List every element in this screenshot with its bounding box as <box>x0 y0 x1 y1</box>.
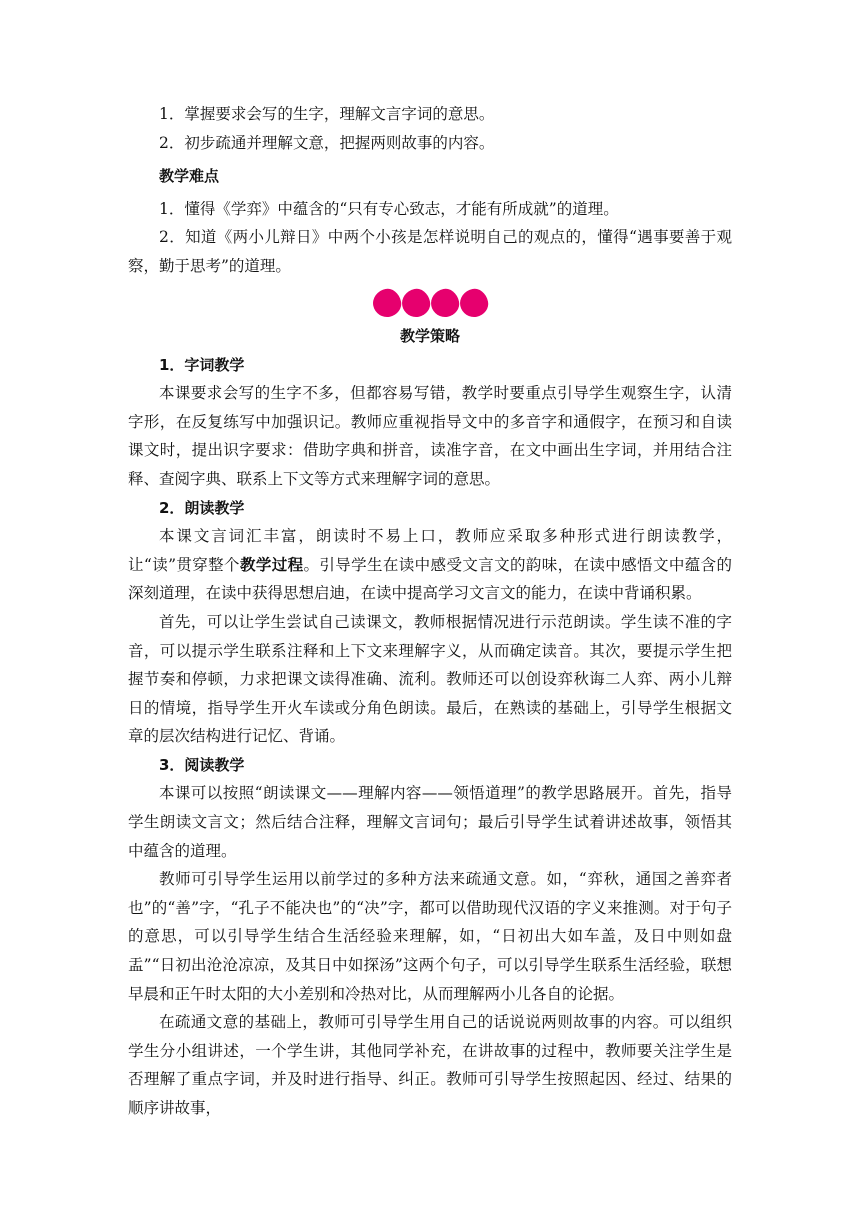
section-title-reading-comprehension: 3．阅读教学 <box>159 755 245 774</box>
difficulty-item-2: 2．知道《两小儿辩日》中两个小孩是怎样说明自己的观点的，懂得“遇事要善于观察，勤于思考”的道理。 <box>128 228 732 275</box>
vocabulary-paragraph: 本课要求会写的生字不多，但都容易写错，教学时要重点引导学生观察生字，认清字形，在反复练写中加强识记。教师应重视指导文中的多音字和通假字，在预习和自读课文时，提出识字要求：借助字典和拼音，读准字音，在文中画出生字词，并用结合注释、查阅字典、联系上下文等方式来理解字词的意思。 <box>128 384 732 488</box>
reading-aloud-text-after: 。引导学生在读中感受文言文的韵味，在读中感悟文中蕴含的深刻道理，在读中获得思想启迪，在读中提高学习文言文的能力，在读中背诵积累。 <box>128 555 732 603</box>
flower-ornament-icon <box>128 289 732 319</box>
teaching-process-bold: 教学过程 <box>239 555 304 574</box>
strategy-heading: 教学策略 <box>399 326 460 345</box>
petal-icon <box>370 286 403 319</box>
reading-aloud-text-before: 本课文言词汇丰富，朗读时不易上口，教师应采取多种形式进行朗读教学，让“读”贯穿整个 <box>128 527 732 574</box>
comprehension-paragraph-3: 在疏通文意的基础上，教师可引导学生用自己的话说说两则故事的内容。可以组织学生分小组讲述，一个学生讲，其他同学补充，在讲故事的过程中，教师要关注学生是否理解了重点字词，并及时进行指导、纠正。教师可引导学生按照起因、经过、结果的顺序讲故事， <box>128 1013 732 1117</box>
petal-icon <box>399 286 432 319</box>
petal-icon <box>428 286 461 319</box>
difficulty-heading: 教学难点 <box>159 167 220 186</box>
comprehension-paragraph-2: 教师可引导学生运用以前学过的多种方法来疏通文意。如，“弈秋，通国之善弈者也”的“善”字，“孔子不能决也”的“决”字，都可以借助现代汉语的字义来推测。对于句子的意思，可以引导学生结合生活经验来理解，如，“日初出大如车盖，及日中则如盘盂”“日初出沧沧凉凉，及其日中如探汤”这两个句子，可以引导学生联系生活经验，联想早晨和正午时太阳的大小差别和冷热对比，从而理解两小儿各自的论据。 <box>128 870 732 1003</box>
section-title-reading-aloud: 2．朗读教学 <box>159 498 245 517</box>
document-page <box>128 100 732 1123</box>
reading-aloud-paragraph-2: 首先，可以让学生尝试自己读课文，教师根据情况进行示范朗读。学生读不准的字音，可以提示学生联系注释和上下文来理解字义，从而确定读音。其次，要提示学生把握节奏和停顿，力求把课文读得准确、流利。教师还可以创设弈秋诲二人弈、两小儿辩日的情境，指导学生开火车读或分角色朗读。最后，在熟读的基础上，引导学生根据文章的层次结构进行记忆、背诵。 <box>128 612 732 746</box>
section-title-vocabulary: 1．字词教学 <box>159 355 245 374</box>
petal-icon <box>457 286 490 319</box>
reading-aloud-paragraph-1 <box>128 522 732 608</box>
objective-item-1: 1．掌握要求会写的生字，理解文言字词的意思。 <box>159 105 495 123</box>
objective-item-2: 2．初步疏通并理解文意，把握两则故事的内容。 <box>159 133 495 152</box>
difficulty-item-1: 1．懂得《学弈》中蕴含的“只有专心致志，才能有所成就”的道理。 <box>159 199 619 218</box>
comprehension-paragraph-1: 本课可以按照“朗读课文——理解内容——领悟道理”的教学思路展开。首先，指导学生朗读文言文；然后结合注释，理解文言词句；最后引导学生试着讲述故事，领悟其中蕴含的道理。 <box>128 784 732 860</box>
